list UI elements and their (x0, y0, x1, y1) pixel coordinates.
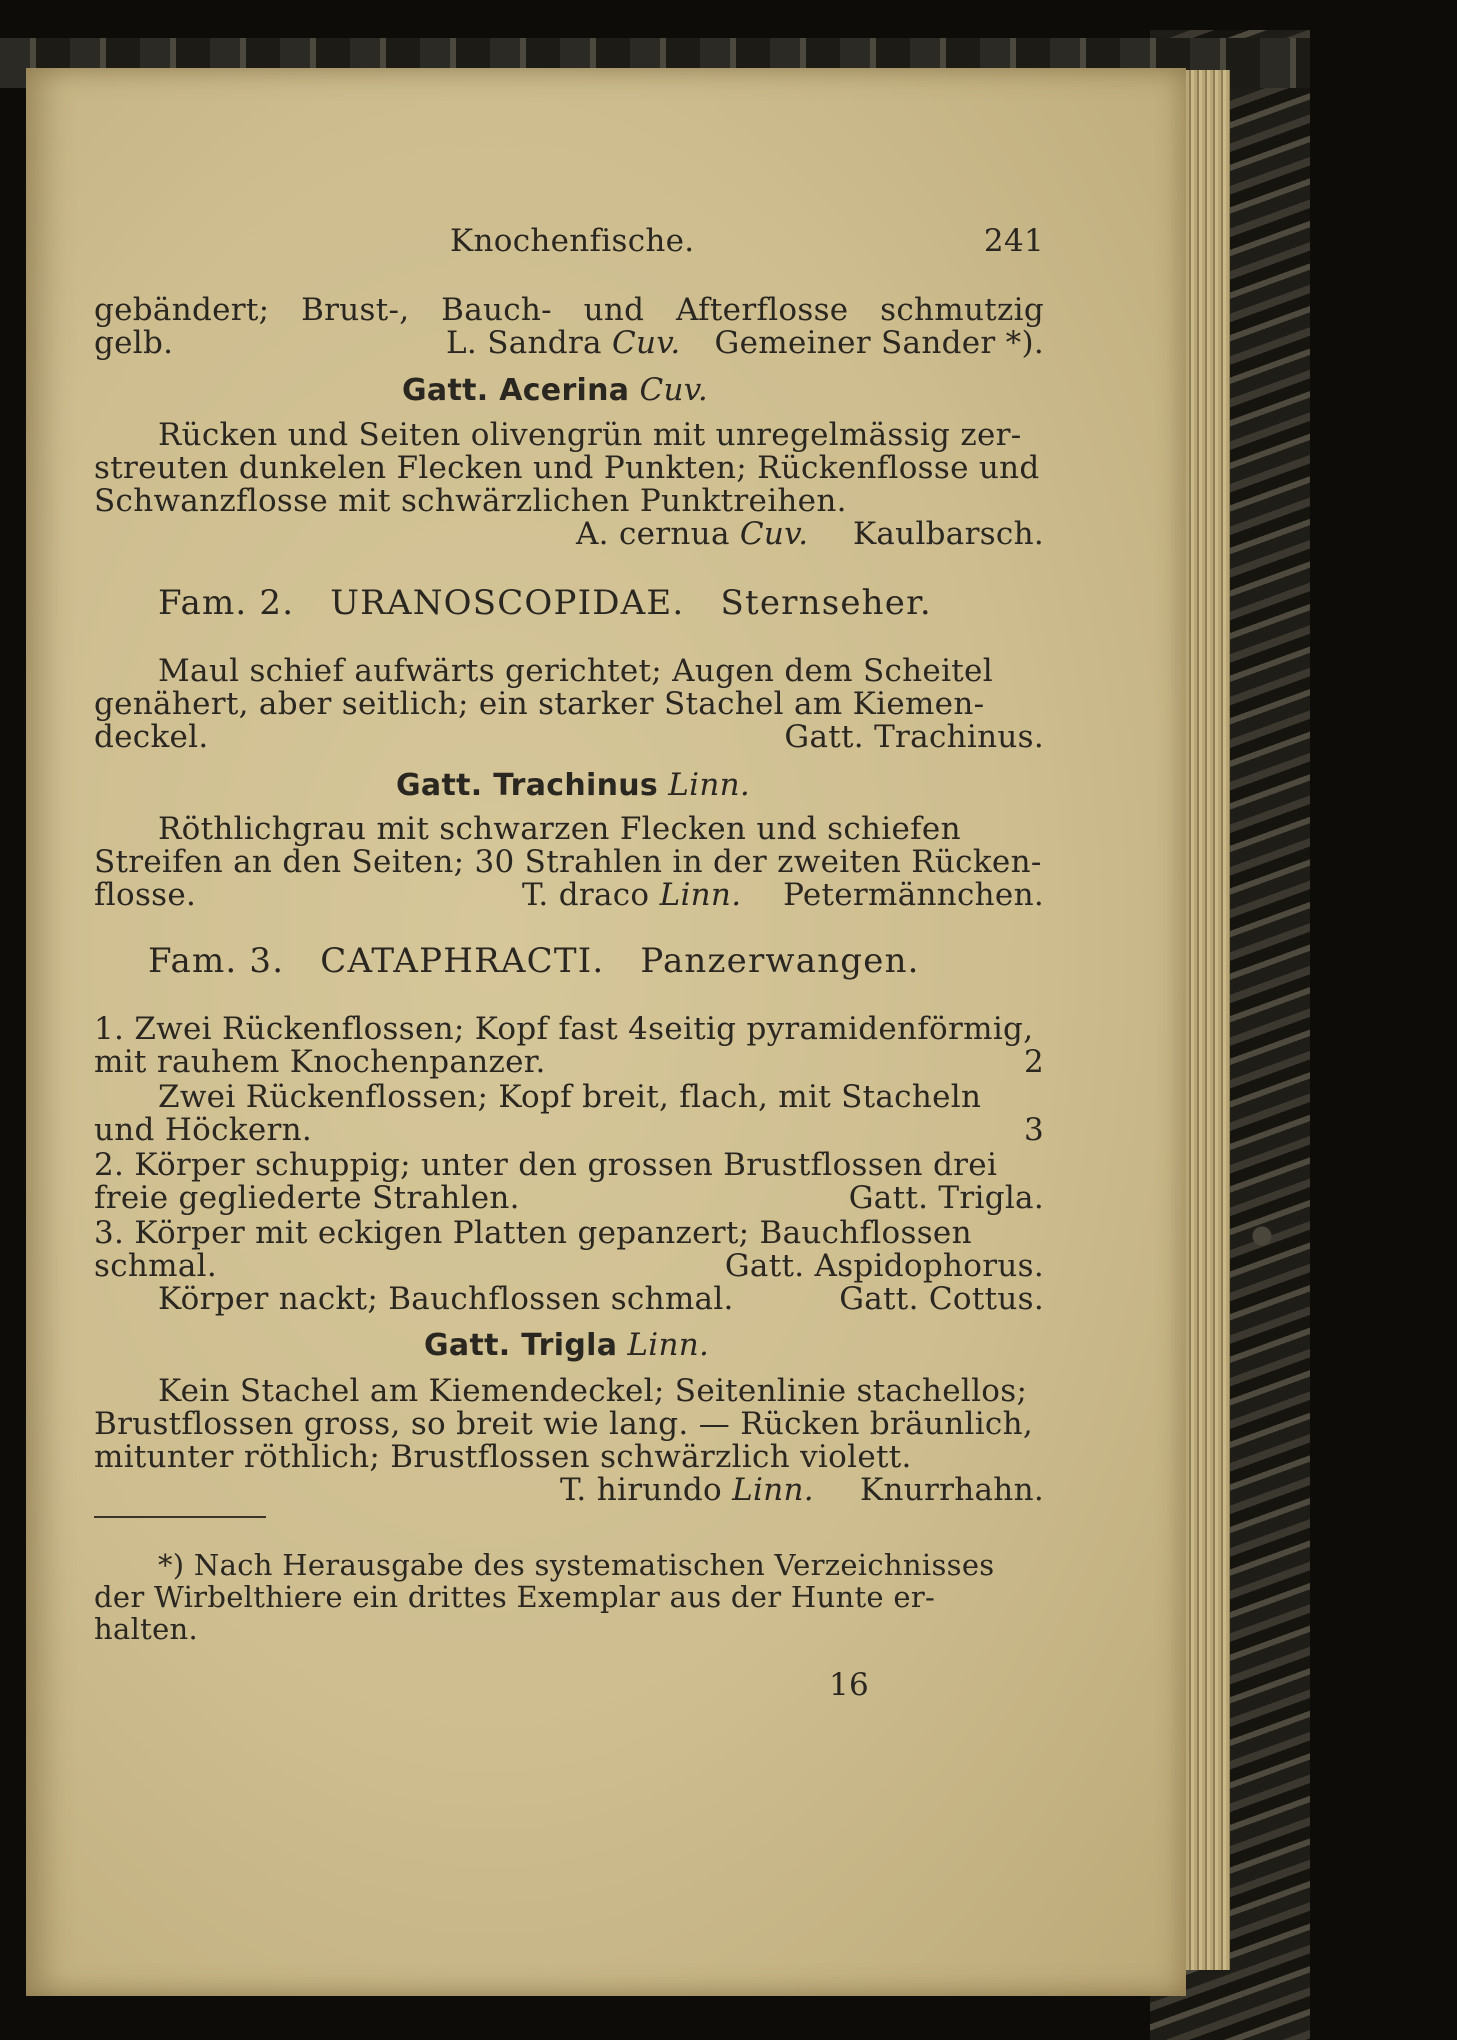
text-line: deckel. (94, 719, 209, 755)
key-reference: 3 (1023, 1112, 1044, 1148)
species-name: A. cernua (576, 516, 730, 552)
key-line: Zwei Rückenflossen; Kopf breit, flach, mit Stacheln (158, 1079, 982, 1115)
family-heading (148, 941, 920, 981)
species-line (560, 1473, 814, 1507)
word: und (583, 292, 645, 328)
text-line: Streifen an den Seiten; 30 Strahlen in der zweiten Rücken- (94, 844, 1042, 880)
word: Afterflosse (676, 292, 849, 328)
genus-reference: Gatt. Trachinus. (784, 719, 1044, 755)
key-line: Körper nackt; Bauchflossen schmal. (158, 1281, 734, 1317)
page (26, 68, 1186, 1996)
family-common-name: Sternseher. (720, 583, 932, 623)
text-line: mit rauhem Knochenpanzer. (94, 1044, 546, 1080)
genus-reference: Gatt. Aspidophorus. (724, 1248, 1044, 1284)
author-abbrev: Cuv. (639, 372, 709, 408)
author-abbrev: Linn. (668, 767, 751, 803)
genus-heading (396, 768, 750, 803)
author-abbrev: Cuv. (739, 516, 809, 552)
text-line: Röthlichgrau mit schwarzen Flecken und schiefen (158, 811, 961, 847)
family-number: Fam. 2. (158, 583, 295, 623)
text-line: genähert, aber seitlich; ein starker Stachel am Kiemen- (94, 686, 985, 722)
word: gebändert; (94, 292, 270, 328)
common-name: Gemeiner Sander *). (714, 325, 1044, 361)
key-line: 1. Zwei Rückenflossen; Kopf fast 4seitig pyramidenförmig, (94, 1011, 1034, 1047)
genus-name: Gatt. Trigla (424, 1328, 618, 1363)
genus-name: Gatt. Acerina (402, 373, 630, 408)
genus-reference: Gatt. Cottus. (839, 1281, 1044, 1317)
word: Brust-, (301, 292, 410, 328)
text-line: Brustflossen gross, so breit wie lang. — Rücken bräunlich, (94, 1406, 1033, 1442)
key-reference: 2 (1023, 1044, 1044, 1080)
word: Bauch- (441, 292, 552, 328)
text-line: Schwanzflosse mit schwärzlichen Punktreihen. (94, 483, 847, 519)
text-line: gelb. (94, 325, 174, 361)
author-abbrev: Cuv. (611, 325, 681, 361)
family-name: CATAPHRACTI. (320, 941, 605, 981)
species-line (446, 326, 681, 360)
text-line: streuten dunkelen Flecken und Punkten; Rückenflosse und (94, 450, 1040, 486)
footnote-line: halten. (94, 1612, 199, 1646)
author-abbrev: Linn. (659, 877, 742, 913)
text-line: flosse. (94, 877, 197, 913)
word: schmutzig (880, 292, 1044, 328)
common-name: Petermännchen. (783, 877, 1044, 913)
author-abbrev: Linn. (627, 1327, 710, 1363)
running-header: Knochenfische. (450, 223, 695, 259)
text-line: Maul schief aufwärts gerichtet; Augen dem Scheitel (158, 653, 993, 689)
genus-reference: Gatt. Trigla. (848, 1180, 1044, 1216)
text-line: und Höckern. (94, 1112, 313, 1148)
key-line: 2. Körper schuppig; unter den grossen Brustflossen drei (94, 1147, 998, 1183)
footnote-line: der Wirbelthiere ein drittes Exemplar aus der Hunte er- (94, 1580, 936, 1614)
species-name: T. hirundo (560, 1472, 722, 1508)
species-name: L. Sandra (446, 325, 602, 361)
family-common-name: Panzerwangen. (640, 941, 920, 981)
text-line: Rücken und Seiten olivengrün mit unregelmässig zer- (158, 417, 1022, 453)
species-line (576, 517, 808, 551)
family-name: URANOSCOPIDAE. (330, 583, 685, 623)
text-line (94, 293, 1044, 327)
page-number: 241 (983, 223, 1044, 259)
footnote-rule (94, 1516, 266, 1518)
key-line: 3. Körper mit eckigen Platten gepanzert; Bauchflossen (94, 1215, 972, 1251)
text-line: mitunter röthlich; Brustflossen schwärzlich violett. (94, 1439, 912, 1475)
text-line: schmal. (94, 1248, 217, 1284)
common-name: Kaulbarsch. (852, 516, 1044, 552)
species-line (522, 878, 741, 912)
text-line: freie gegliederte Strahlen. (94, 1180, 520, 1216)
family-heading (158, 583, 932, 623)
author-abbrev: Linn. (732, 1472, 814, 1508)
footnote-line: *) Nach Herausgabe des systematischen Verzeichnisses (158, 1548, 995, 1582)
family-number: Fam. 3. (148, 941, 285, 981)
genus-name: Gatt. Trachinus (396, 768, 659, 803)
signature-mark: 16 (829, 1667, 870, 1703)
genus-heading (402, 373, 708, 408)
genus-heading (424, 1328, 709, 1363)
species-name: T. draco (522, 877, 650, 913)
common-name: Knurrhahn. (860, 1472, 1044, 1508)
text-line: Kein Stachel am Kiemendeckel; Seitenlinie stachellos; (158, 1373, 1028, 1409)
